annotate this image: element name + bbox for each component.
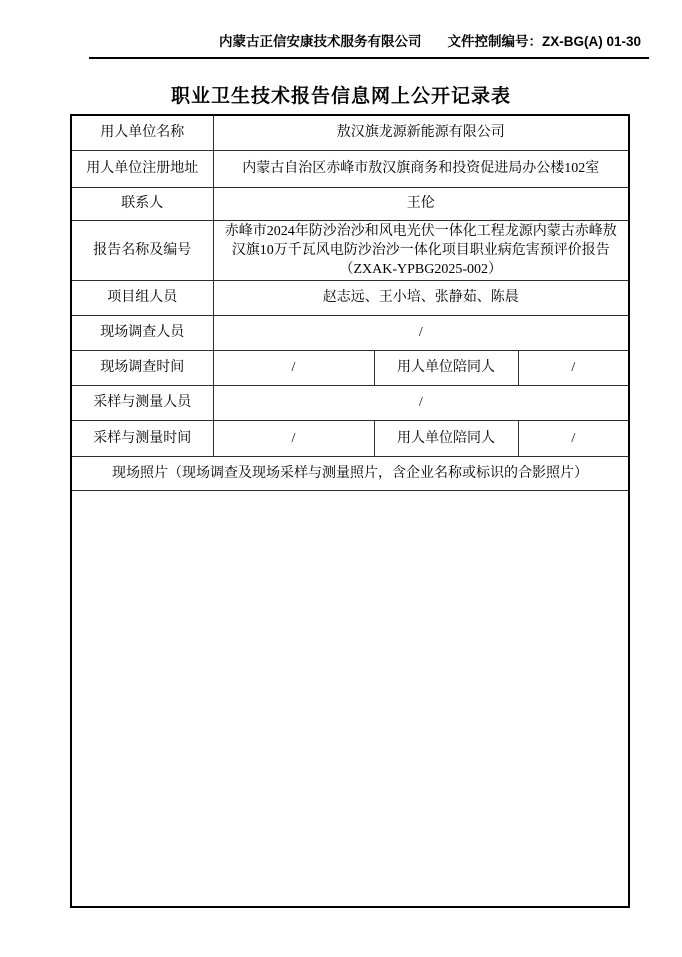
site-survey-time-label: 现场调查时间 <box>71 350 213 385</box>
site-survey-staff-label: 现场调查人员 <box>71 315 213 350</box>
sampling-staff-value: / <box>213 385 629 420</box>
site-survey-companion-value: / <box>518 350 629 385</box>
row-site-survey-staff <box>71 315 629 350</box>
sampling-time-label: 采样与测量时间 <box>71 420 213 456</box>
page-header <box>89 30 649 59</box>
row-site-survey-time <box>71 350 629 385</box>
contact-value: 王伦 <box>213 187 629 220</box>
row-photos-header <box>71 456 629 490</box>
row-project-team <box>71 280 629 315</box>
report-name-value: 赤峰市2024年防沙治沙和风电光伏一体化工程龙源内蒙古赤峰敖汉旗10万千瓦风电防沙治沙一体化项目职业病危害预评价报告（ZXAK-YPBG2025-002） <box>213 220 629 280</box>
row-contact <box>71 187 629 220</box>
row-employer-address <box>71 150 629 187</box>
site-survey-staff-value: / <box>213 315 629 350</box>
project-team-label: 项目组人员 <box>71 280 213 315</box>
row-sampling-staff <box>71 385 629 420</box>
contact-label: 联系人 <box>71 187 213 220</box>
company-name: 内蒙古正信安康技术服务有限公司 <box>218 34 422 49</box>
employer-address-value: 内蒙古自治区赤峰市敖汉旗商务和投资促进局办公楼102室 <box>213 150 629 187</box>
sampling-companion-label: 用人单位陪同人 <box>374 420 518 456</box>
row-photo-area <box>71 490 629 907</box>
page-title: 职业卫生技术报告信息网上公开记录表 <box>170 86 511 107</box>
sampling-companion-value: / <box>518 420 629 456</box>
sampling-time-value: / <box>213 420 374 456</box>
site-survey-time-value: / <box>213 350 374 385</box>
employer-name-value: 敖汉旗龙源新能源有限公司 <box>213 115 629 150</box>
site-survey-companion-label: 用人单位陪同人 <box>374 350 518 385</box>
doc-control-number: 文件控制编号：ZX-BG(A) 01-30 <box>447 34 641 49</box>
row-sampling-time <box>71 420 629 456</box>
photo-area <box>71 490 629 907</box>
row-employer-name <box>71 115 629 150</box>
report-name-label: 报告名称及编号 <box>71 220 213 280</box>
project-team-value: 赵志远、王小培、张静茹、陈晨 <box>213 280 629 315</box>
photos-header-label: 现场照片（现场调查及现场采样与测量照片，含企业名称或标识的合影照片） <box>71 456 629 490</box>
sampling-staff-label: 采样与测量人员 <box>71 385 213 420</box>
record-table <box>70 114 630 908</box>
employer-address-label: 用人单位注册地址 <box>71 150 213 187</box>
row-report-name <box>71 220 629 280</box>
employer-name-label: 用人单位名称 <box>71 115 213 150</box>
